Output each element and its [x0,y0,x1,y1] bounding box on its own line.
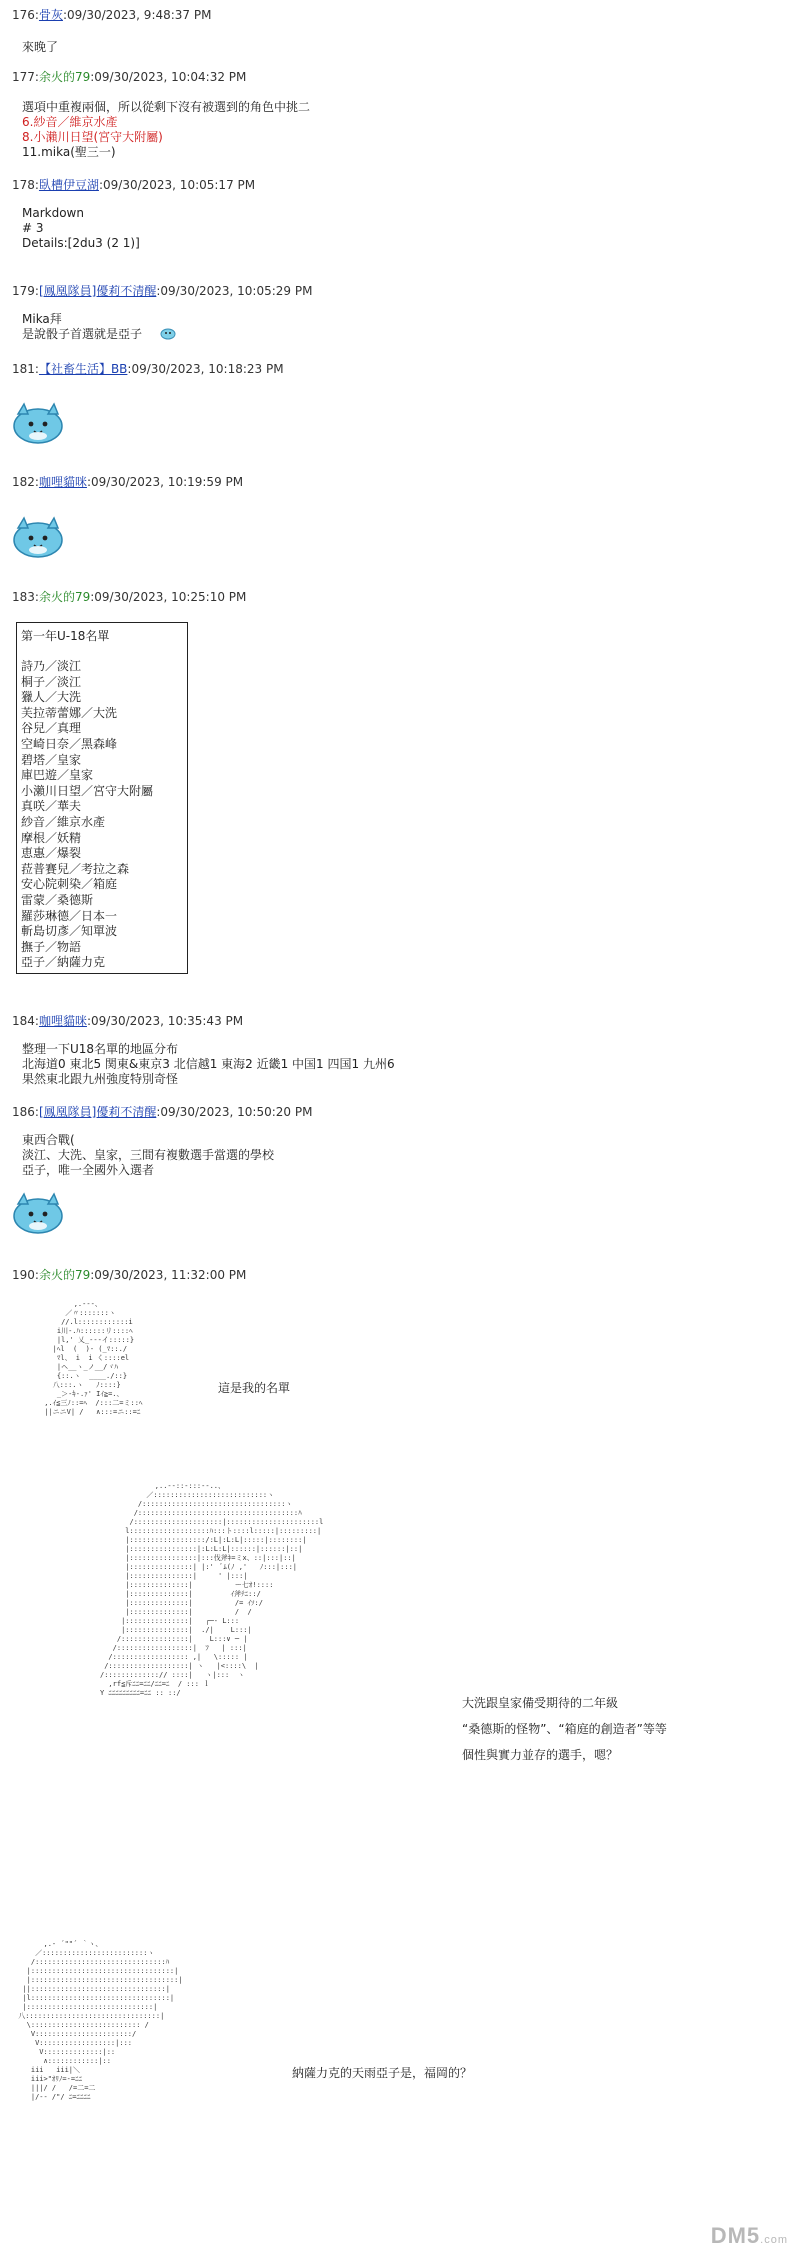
username-link[interactable]: [鳳凰隊員]優莉不清醒 [38,1105,157,1119]
caption: 納薩力克的天雨亞子是，福岡的？ [292,2066,473,2080]
bug-cat-emoticon-icon [160,326,176,340]
post-header: 184:咖哩貓咪:09/30/2023, 10:35:43 PM [12,1014,244,1028]
username-link[interactable]: 【社畜生活】BB [38,362,128,376]
username: 余火的79 [38,590,91,604]
roster-title: 第一年U-18名單 [21,629,110,643]
bug-cat-stamp-icon [10,514,66,560]
post-body: 11.mika(聖三一) [22,145,116,159]
post-header: 186:[鳳凰隊員]優莉不清醒:09/30/2023, 10:50:20 PM [12,1105,313,1119]
ascii-art-character: ,..-‐::‐:::‐-..、 ／:::::::::::::::::::::::::::ヽ /::::::::::::::::::::::::::::::::::ヽ /::::::::::::::::::::::::::::::::::::::ﾊ /:::::::::::::::::::::|::::::::::::::::::::::l l:::::::::::::::::::ﾊ:::ト::::l:::::|:::::::::| |::::::::::::::::::/:L|:L:L|:::::|::::::::| |::::::::::::::::|:L:L:L|::::::|::::::|::| |::::::::::::::::|:::伐斧ｷ=ミx、::|:::|::| |:::::::::::::::| |:' ﾞﾑ(ﾉ ,' ﾉ:::|:::| |:::::::::::::::| ' |:::| |::::::::::::::| ー七ｵ!:::: |::::::::::::::| ｲ斧ﾃﾆ::/ |::::::::::::::| /= ｲｿ:/ |::::::::::::::| / / |:::::::::::::::| ┌─‐ L::: |:::::::::::::::| ./| L:::| /::::::::::::::::| L:::∨ ─ | /::::::::::::::::::| ﾌ | :::| /:::::::::::::::::: ,| \::::: | /:::::::::::::::::::| ヽ |<::::\ | /:::::::::::::// ::::| ヽ|::: ヽ ,rf≦斥ﾆﾆ=ﾆﾆ/ﾆﾆ=ﾆ / ::: ｌ Y ﾆﾆﾆﾆﾆﾆﾆﾆﾆ=ﾆﾆ :: ::/ [100,1482,324,1697]
post-header: 178:臥槽伊豆湖:09/30/2023, 10:05:17 PM [12,178,256,192]
post-header: 183:余火的79:09/30/2023, 10:25:10 PM [12,590,247,604]
post-body: 來晚了 [22,40,59,54]
post-header: 179:[鳳凰隊員]優莉不清醒:09/30/2023, 10:05:29 PM [12,284,313,298]
site-watermark: DM5.com [710,2223,788,2248]
post-body: Mika拜 是說骰子首選就是亞子 [22,312,143,341]
username-link[interactable]: 骨灰 [38,8,63,22]
post-header: 181:【社畜生活】BB:09/30/2023, 10:18:23 PM [12,362,284,376]
roster-box [16,622,188,974]
post-body-highlight: 6.紗音／維京水產 8.小瀨川日望(宮守大附屬) [22,115,163,144]
username-link[interactable]: 咖哩貓咪 [38,475,87,489]
post-body: Markdown # 3 Details:[2du3 (2 1)] [22,206,140,250]
caption: 大洗跟皇家備受期待的二年級 “桑德斯的怪物”、“箱庭的創造者”等等 個性與實力並存的選手，嗯？ [462,1696,667,1762]
post-body: 東西合戰( 淡江、大洗、皇家，三間有複數選手當選的學校 亞子，唯一全國外入選者 [22,1133,275,1177]
post-header: 176:骨灰:09/30/2023, 9:48:37 PM [12,8,212,22]
caption: 這是我的名單 [218,1381,291,1395]
bug-cat-stamp-icon [10,400,66,446]
ascii-art-character: ,.-‐-、 ／〃:::::::ヽ //.l::::::::::::i i川-.ﾊ::::::リ::::ﾍ |l,' 乂_-‐-イ:::::} |ﾍl ( )- (_ﾏ::./ ﾏl、 i i く::::el |ヘ__ヽ_ノ__/ヾﾊ {::.ヽ ____./::} 八:::.ヽ ﾉ::::} _＞-ｷ-.ｧ' Iｲ≧=.、 ,.ｲ≦三ﾉ::=ﾍ /:::二=ミ::ﾍ ||ニニV| / ∧:::=ニ::=ﾆ [44,1300,143,1416]
post-header: 177:余火的79:09/30/2023, 10:04:32 PM [12,70,247,84]
username-link[interactable]: 咖哩貓咪 [38,1014,87,1028]
roster-list: 詩乃／淡江 桐子／淡江 獵人／大洗 芙拉蒂蕾娜／大洗 谷兒／真理 空崎日奈／黑森峰 碧塔／皇家 庫巴遊／皇家 小瀨川日望／宮守大附屬 真咲／華夫 紗音／維京水產 摩根／妖精 恵惠／爆裂 菈普賽兒／考拉之森 安心院刺染／箱庭 雷蒙／桑德斯 羅莎琳德／日本一 斬島切彥／知單波 撫子／物語 亞子／納薩力克 [21,659,154,970]
post-body: 選項中重複兩個，所以從剩下沒有被選到的角色中挑二 [22,100,311,114]
ascii-art-character: ,.- ´""´ ｀ヽ、 ／:::::::::::::::::::::::::ヽ /:::::::::::::::::::::::::::::::ﾊ |::::::::::::::::::::::::::::::::::| |:::::::::::::::::::::::::::::::::::| ||::::::::::::::::::::::::::::::::| |l:::::::::::::::::::::::::::::::::| |::::::::::::::::::::::::::::::| 八::::::::::::::::::::::::::::::::| \:::::::::::::::::::::::::: / V:::::::::::::::::::::::/ V::::::::::::::::::|::: V::::::::::::::|:: ∧::::::::::::|:: iii iii|＼ iii>"ｵﾘﾉ=-=ﾆﾆ |||/ / /=二=二 |/-- /"/ ﾆ=ﾆﾆﾆﾆ [18,1940,183,2101]
username-link[interactable]: [鳳凰隊員]優莉不清醒 [38,284,157,298]
username: 余火的79 [38,70,91,84]
post-header: 182:咖哩貓咪:09/30/2023, 10:19:59 PM [12,475,244,489]
username: 余火的79 [38,1268,91,1282]
username-link[interactable]: 臥槽伊豆湖 [38,178,99,192]
post-header: 190:余火的79:09/30/2023, 11:32:00 PM [12,1268,247,1282]
post-body: 整理一下U18名單的地區分布 北海道0 東北5 関東&東京3 北信越1 東海2 近畿1 中国1 四国1 九州6 果然東北跟九州強度特別奇怪 [22,1042,395,1086]
bug-cat-stamp-icon [10,1190,66,1236]
